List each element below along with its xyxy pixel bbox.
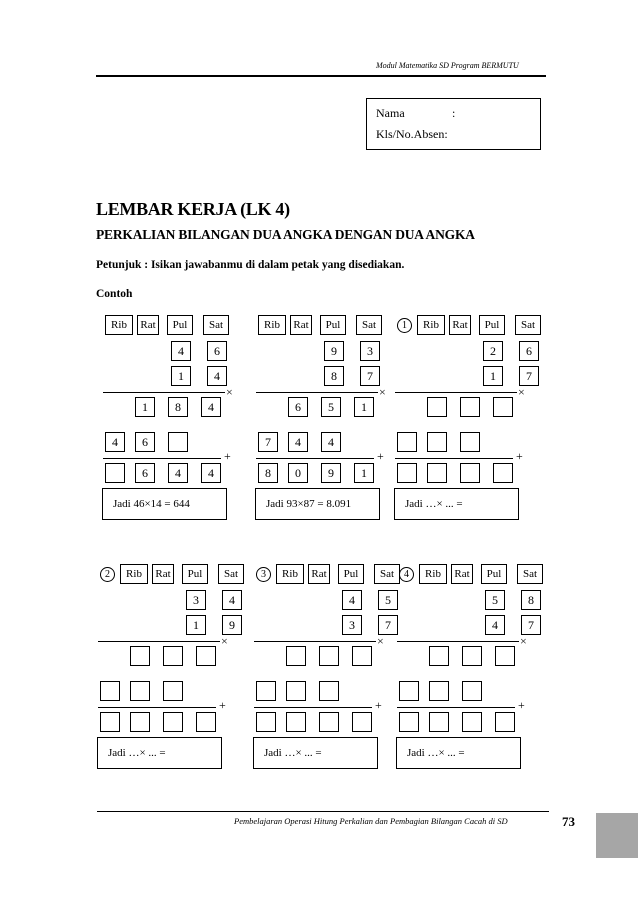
total-digit[interactable] [256, 712, 276, 732]
result-text: Jadi …× ... = [264, 747, 322, 759]
sum-rule [395, 458, 513, 459]
result-box [102, 488, 227, 520]
total-digit: 1 [354, 463, 374, 483]
total-digit[interactable] [100, 712, 120, 732]
partial-product-1-digit[interactable] [493, 397, 513, 417]
problem-number-badge: 1 [397, 318, 412, 333]
multiplier-tens: 3 [342, 615, 362, 635]
partial-product-2-digit[interactable] [130, 681, 150, 701]
plus-sign: + [518, 698, 525, 712]
multiplier-tens: 1 [186, 615, 206, 635]
multiplier-ones: 7 [360, 366, 380, 386]
partial-product-2-digit[interactable] [399, 681, 419, 701]
place-label-hundreds: Rat [449, 315, 471, 335]
multiplicand-ones: 5 [378, 590, 398, 610]
partial-product-1-digit[interactable] [319, 646, 339, 666]
header-rule [96, 75, 546, 77]
partial-product-2-digit: 4 [288, 432, 308, 452]
place-label-tens: Pul [167, 315, 193, 335]
result-text: Jadi …× ... = [108, 747, 166, 759]
times-sign: × [518, 385, 525, 399]
multiplicand-ones: 4 [222, 590, 242, 610]
partial-product-1-digit: 8 [168, 397, 188, 417]
place-label-hundreds: Rat [308, 564, 330, 584]
page-title: LEMBAR KERJA (LK 4) [96, 199, 290, 219]
multiplicand-ones: 6 [207, 341, 227, 361]
plus-sign: + [219, 698, 226, 712]
total-digit[interactable] [399, 712, 419, 732]
sum-rule [98, 707, 216, 708]
total-digit[interactable] [286, 712, 306, 732]
total-digit[interactable] [493, 463, 513, 483]
multiplicand-tens: 3 [186, 590, 206, 610]
partial-product-1-digit[interactable] [196, 646, 216, 666]
place-label-ones: Sat [203, 315, 229, 335]
problem-number-badge: 2 [100, 567, 115, 582]
result-box [255, 488, 380, 520]
partial-product-1-digit: 5 [321, 397, 341, 417]
problem-number-badge: 3 [256, 567, 271, 582]
page-tab [596, 813, 638, 858]
total-digit: 9 [321, 463, 341, 483]
total-digit[interactable] [397, 463, 417, 483]
partial-product-1-digit[interactable] [352, 646, 372, 666]
place-label-ones: Sat [356, 315, 382, 335]
sum-rule [256, 458, 374, 459]
place-label-hundreds: Rat [290, 315, 312, 335]
multiplier-tens: 1 [483, 366, 503, 386]
result-text: Jadi …× ... = [407, 747, 465, 759]
total-digit: 4 [168, 463, 188, 483]
total-digit[interactable] [462, 712, 482, 732]
multiply-rule [256, 392, 378, 393]
partial-product-2-digit: 4 [321, 432, 341, 452]
times-sign: × [379, 385, 386, 399]
multiplier-tens: 1 [171, 366, 191, 386]
total-digit: 8 [258, 463, 278, 483]
total-digit[interactable] [352, 712, 372, 732]
page-number: 73 [562, 814, 575, 829]
plus-sign: + [516, 449, 523, 463]
partial-product-2-digit[interactable] [163, 681, 183, 701]
multiplier-tens: 4 [485, 615, 505, 635]
multiply-rule [103, 392, 225, 393]
multiplicand-tens: 4 [171, 341, 191, 361]
multiplicand-tens: 2 [483, 341, 503, 361]
footer-caption: Pembelajaran Operasi Hitung Perkalian dan Pembagian Bilangan Cacah di SD [234, 816, 508, 826]
partial-product-1-digit: 4 [201, 397, 221, 417]
partial-product-1-digit[interactable] [130, 646, 150, 666]
multiplier-tens: 8 [324, 366, 344, 386]
multiply-rule [254, 641, 376, 642]
place-label-tens: Pul [338, 564, 364, 584]
partial-product-1-digit: 1 [135, 397, 155, 417]
partial-product-2-digit[interactable] [100, 681, 120, 701]
total-digit[interactable] [319, 712, 339, 732]
partial-product-1-digit[interactable] [286, 646, 306, 666]
partial-product-1-digit[interactable] [495, 646, 515, 666]
partial-product-2-digit: 7 [258, 432, 278, 452]
plus-sign: + [375, 698, 382, 712]
partial-product-1-digit[interactable] [163, 646, 183, 666]
multiplier-ones: 4 [207, 366, 227, 386]
plus-sign: + [377, 449, 384, 463]
partial-product-2-digit[interactable] [460, 432, 480, 452]
multiplier-ones: 9 [222, 615, 242, 635]
example-label: Contoh [96, 288, 133, 300]
total-digit[interactable] [495, 712, 515, 732]
multiplicand-ones: 6 [519, 341, 539, 361]
sum-rule [254, 707, 372, 708]
total-digit: 6 [135, 463, 155, 483]
place-label-ones: Sat [218, 564, 244, 584]
place-label-hundreds: Rat [152, 564, 174, 584]
place-label-tens: Pul [320, 315, 346, 335]
partial-product-2-digit[interactable] [286, 681, 306, 701]
multiply-rule [98, 641, 220, 642]
place-label-hundreds: Rat [137, 315, 159, 335]
partial-product-2-digit [168, 432, 188, 452]
multiplicand-tens: 5 [485, 590, 505, 610]
footer-rule [97, 811, 549, 812]
partial-product-2-digit: 6 [135, 432, 155, 452]
times-sign: × [520, 634, 527, 648]
partial-product-1-digit[interactable] [460, 397, 480, 417]
name-colon: : [452, 106, 456, 120]
result-box [394, 488, 519, 520]
partial-product-1-digit[interactable] [427, 397, 447, 417]
partial-product-2-digit[interactable] [427, 432, 447, 452]
place-label-thousands: Rib [105, 315, 133, 335]
multiplier-ones: 7 [519, 366, 539, 386]
sum-rule [103, 458, 221, 459]
total-digit[interactable] [130, 712, 150, 732]
partial-product-2-digit[interactable] [397, 432, 417, 452]
multiplier-ones: 7 [378, 615, 398, 635]
place-label-thousands: Rib [417, 315, 445, 335]
sum-rule [397, 707, 515, 708]
total-digit[interactable] [429, 712, 449, 732]
times-sign: × [377, 634, 384, 648]
result-text: Jadi 93×87 = 8.091 [266, 498, 352, 510]
partial-product-2-digit[interactable] [429, 681, 449, 701]
multiplier-ones: 7 [521, 615, 541, 635]
place-label-ones: Sat [374, 564, 400, 584]
name-box [366, 98, 541, 150]
total-digit: 4 [201, 463, 221, 483]
place-label-ones: Sat [517, 564, 543, 584]
place-label-thousands: Rib [276, 564, 304, 584]
partial-product-1-digit: 6 [288, 397, 308, 417]
class-label: Kls/No.Absen: [376, 127, 448, 141]
place-label-tens: Pul [182, 564, 208, 584]
multiplicand-tens: 9 [324, 341, 344, 361]
result-box [97, 737, 222, 769]
place-label-hundreds: Rat [451, 564, 473, 584]
multiplicand-tens: 4 [342, 590, 362, 610]
total-digit: 0 [288, 463, 308, 483]
place-label-thousands: Rib [120, 564, 148, 584]
multiplicand-ones: 3 [360, 341, 380, 361]
place-label-ones: Sat [515, 315, 541, 335]
partial-product-1-digit: 1 [354, 397, 374, 417]
problem-number-badge: 4 [399, 567, 414, 582]
multiplicand-ones: 8 [521, 590, 541, 610]
total-digit[interactable] [427, 463, 447, 483]
partial-product-2-digit[interactable] [462, 681, 482, 701]
partial-product-1-digit[interactable] [429, 646, 449, 666]
place-label-tens: Pul [481, 564, 507, 584]
partial-product-2-digit[interactable] [319, 681, 339, 701]
partial-product-1-digit[interactable] [462, 646, 482, 666]
times-sign: × [221, 634, 228, 648]
multiply-rule [395, 392, 517, 393]
plus-sign: + [224, 449, 231, 463]
place-label-tens: Pul [479, 315, 505, 335]
total-digit [105, 463, 125, 483]
module-title: Modul Matematika SD Program BERMUTU [376, 61, 519, 70]
instruction: Petunjuk : Isikan jawabanmu di dalam petak yang disediakan. [96, 259, 405, 271]
place-label-thousands: Rib [419, 564, 447, 584]
total-digit[interactable] [163, 712, 183, 732]
total-digit[interactable] [196, 712, 216, 732]
multiply-rule [397, 641, 519, 642]
name-label: Nama [376, 106, 405, 120]
partial-product-2-digit[interactable] [256, 681, 276, 701]
result-text: Jadi 46×14 = 644 [113, 498, 190, 510]
place-label-thousands: Rib [258, 315, 286, 335]
times-sign: × [226, 385, 233, 399]
page-subtitle: PERKALIAN BILANGAN DUA ANGKA DENGAN DUA ANGKA [96, 227, 475, 242]
result-box [253, 737, 378, 769]
result-box [396, 737, 521, 769]
total-digit[interactable] [460, 463, 480, 483]
result-text: Jadi …× ... = [405, 498, 463, 510]
partial-product-2-digit: 4 [105, 432, 125, 452]
